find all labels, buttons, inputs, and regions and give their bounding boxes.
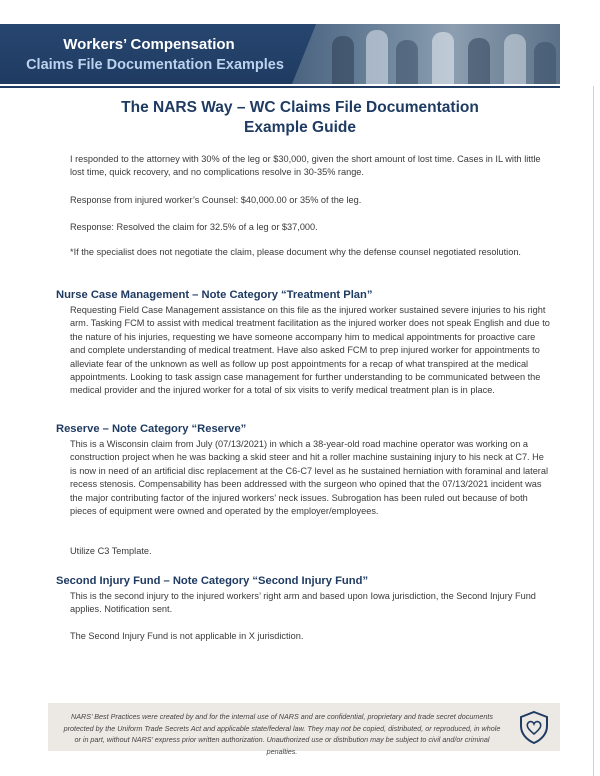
header-banner xyxy=(0,0,560,88)
document-title-line1: The NARS Way – WC Claims File Documentation xyxy=(121,99,479,116)
section-heading-reserve: Reserve – Note Category “Reserve” xyxy=(56,423,247,435)
intro-paragraph-1: I responded to the attorney with 30% of the leg or $30,000, given the short amount of lost time. Cases in IL with little lost time, quick recovery, and no complications resolve in 30-35% range. xyxy=(70,154,541,178)
section-reserve-paragraph-1: This is a Wisconsin claim from July (07/13/2021) in which a 38-year-old road machine operator was working on a construction project when he was backing a skid steer and hit a roller machine sustaining injury to his neck at C7. He is now in need of an artificial disc replacement at the C6-C7 level as he sustained herniation with foraminal and lateral recess stenosis. Compensability has been addressed with the surgeon who opined that the 07/13/2021 incident was the major contributing factor of the injured workers’ neck issues. Subrogation has been ruled out because of both pieces of equipment were owned and operated by the employer/employees. xyxy=(70,439,549,517)
shield-heart-icon xyxy=(516,709,552,745)
header-photo xyxy=(292,24,560,84)
document-title xyxy=(0,98,600,138)
section-reserve-paragraph-2: Utilize C3 Template. xyxy=(70,546,152,556)
intro-paragraph-2: Response from injured worker’s Counsel: $40,000.00 or 35% of the leg. xyxy=(70,195,362,205)
footer-disclaimer xyxy=(48,703,560,756)
section-nurse-paragraph-1: Requesting Field Case Management assistance on this file as the injured worker sustained severe injuries to his right arm. Tasking FCM to assist with medical treatment facilitation as the injured worker does not speak English and due to the nature of his injuries, requesting we have someone accompany him to medical appointments for proactive care and complete understanding of medical treatment. Have also asked FCM to prep injured worker for appointments to alleviate fear of the unknown as well as follow up post appointments for a recap of what transpired at the medical appointments. Looking to task assign case management for further understanding to be communicated between the medical provider and the injured worker for a total of six visits to verify medical treatment plan is in place. xyxy=(70,305,550,396)
intro-paragraph-4: *If the specialist does not negotiate the claim, please document why the defense counsel negotiated resolution. xyxy=(70,247,521,257)
section-sif-paragraph-2: The Second Injury Fund is not applicable in X jurisdiction. xyxy=(70,631,304,641)
section-heading-nurse-case-management: Nurse Case Management – Note Category “Treatment Plan” xyxy=(56,289,373,301)
section-sif-paragraph-1: This is the second injury to the injured workers’ right arm and based upon Iowa jurisdiction, the Second Injury Fund applies. Notification sent. xyxy=(70,591,536,615)
page-edge-line xyxy=(593,86,594,776)
header-subtitle: Claims File Documentation Examples xyxy=(26,57,284,73)
section-heading-second-injury-fund: Second Injury Fund – Note Category “Second Injury Fund” xyxy=(56,575,369,587)
header-title: Workers’ Compensation xyxy=(63,36,235,53)
header-divider xyxy=(0,86,560,88)
footer-disclaimer-text: NARS’ Best Practices were created by and for the internal use of NARS and are confidential, proprietary and trade secret documents protected by the Uniform Trade Secrets Act and applicable state/federal law. They may not be copied, distributed, or reproduced, in whole or in part, without NARS’ express prior written authorization. Unauthorized use or distribution may be subject to civil and/or criminal penalties. xyxy=(63,712,501,756)
intro-paragraph-3: Response: Resolved the claim for 32.5% of a leg or $37,000. xyxy=(70,222,318,232)
header-title-panel xyxy=(0,24,318,84)
document-title-line2: Example Guide xyxy=(244,119,356,136)
